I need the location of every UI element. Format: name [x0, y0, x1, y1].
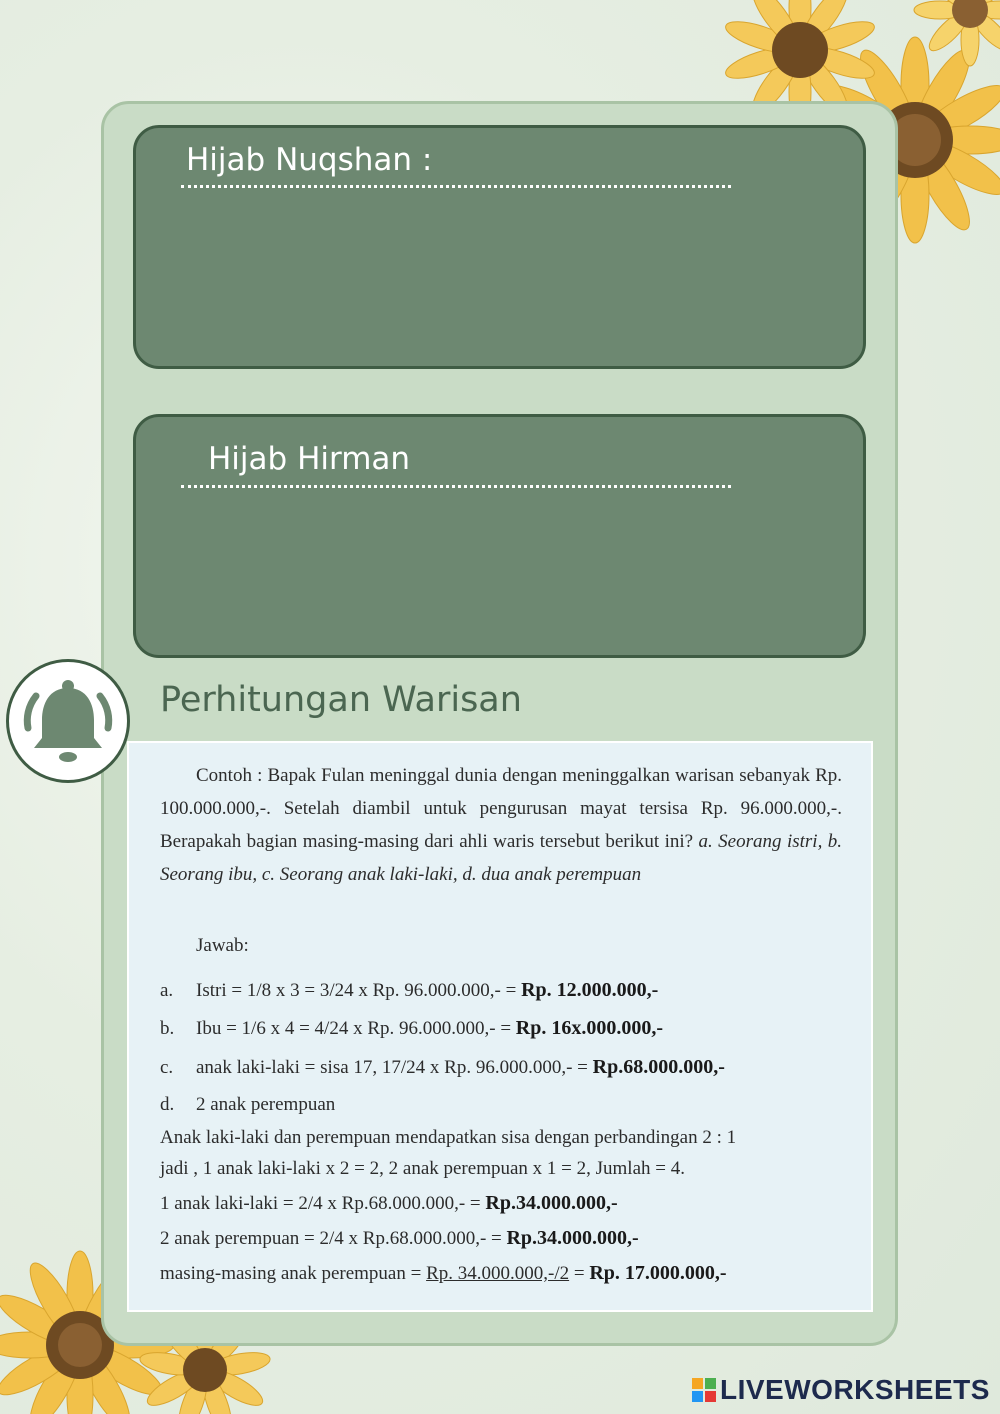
each-daughter-equals: = [569, 1263, 590, 1284]
item-label: d. [160, 1094, 175, 1115]
item-result: Rp. 12.000.000,- [521, 979, 659, 1001]
item-text: Ibu = 1/6 x 4 = 4/24 x Rp. 96.000.000,- = [196, 1018, 516, 1039]
item-text: anak laki-laki = sisa 17, 17/24 x Rp. 96.000.000,- = [196, 1057, 593, 1078]
son-share-line [160, 1192, 618, 1215]
each-daughter-line [160, 1262, 727, 1285]
section-title: Perhitungan Warisan [160, 680, 522, 720]
list-item [160, 1094, 335, 1116]
hijab-nuqshan-title: Hijab Nuqshan : [186, 142, 433, 178]
item-label: a. [160, 980, 174, 1001]
daughters-share-result: Rp.34.000.000,- [506, 1227, 639, 1249]
each-daughter-division: Rp. 34.000.000,-/2 [426, 1263, 570, 1284]
item-result: Rp. 16x.000.000,- [515, 1017, 664, 1039]
sum-line: jadi , 1 anak laki-laki x 2 = 2, 2 anak perempuan x 1 = 2, Jumlah = 4. [160, 1158, 685, 1179]
each-daughter-text: masing-masing anak perempuan = [160, 1263, 427, 1284]
item-result: Rp.68.000.000,- [592, 1056, 725, 1078]
question-text: Contoh : Bapak Fulan meninggal dunia dengan meninggalkan warisan sebanyak Rp. 100.000.000,-. Setelah diambil untuk pengurusan mayat tersisa Rp. 96.000.000,-. Berapakah bagian masing-masing dari ahli waris tersebut berikut ini? [160, 765, 842, 852]
item-text: Istri = 1/8 x 3 = 3/24 x Rp. 96.000.000,- = [196, 980, 522, 1001]
liveworksheets-logo-icon [692, 1378, 716, 1402]
bell-badge [6, 659, 130, 783]
list-item [160, 1056, 725, 1079]
daughters-share-text: 2 anak perempuan = 2/4 x Rp.68.000.000,- = [160, 1228, 507, 1249]
question-paragraph [160, 759, 842, 891]
answer-dotted-line [181, 185, 731, 188]
daughters-share-line [160, 1227, 639, 1250]
question-options: a. Seorang istri, b. Seorang ibu, c. Seorang anak laki-laki, d. dua anak perempuan [160, 831, 842, 885]
item-label: c. [160, 1057, 174, 1078]
son-share-result: Rp.34.000.000,- [485, 1192, 618, 1214]
ratio-line: Anak laki-laki dan perempuan mendapatkan sisa dengan perbandingan 2 : 1 [160, 1127, 737, 1148]
hijab-nuqshan-box[interactable] [133, 125, 866, 369]
item-label: b. [160, 1018, 175, 1039]
son-share-text: 1 anak laki-laki = 2/4 x Rp.68.000.000,- = [160, 1193, 486, 1214]
hijab-hirman-title: Hijab Hirman [208, 441, 411, 477]
item-text: 2 anak perempuan [196, 1094, 336, 1115]
each-daughter-result: Rp. 17.000.000,- [589, 1262, 727, 1284]
liveworksheets-brand: LIVEWORKSHEETS [720, 1374, 990, 1405]
example-document [127, 741, 873, 1312]
list-item [160, 1017, 663, 1040]
answer-dotted-line [181, 485, 731, 488]
liveworksheets-logo[interactable] [692, 1375, 990, 1405]
hijab-hirman-box[interactable] [133, 414, 866, 658]
bell-icon [9, 662, 127, 780]
answer-heading: Jawab: [196, 935, 249, 956]
list-item [160, 979, 658, 1002]
